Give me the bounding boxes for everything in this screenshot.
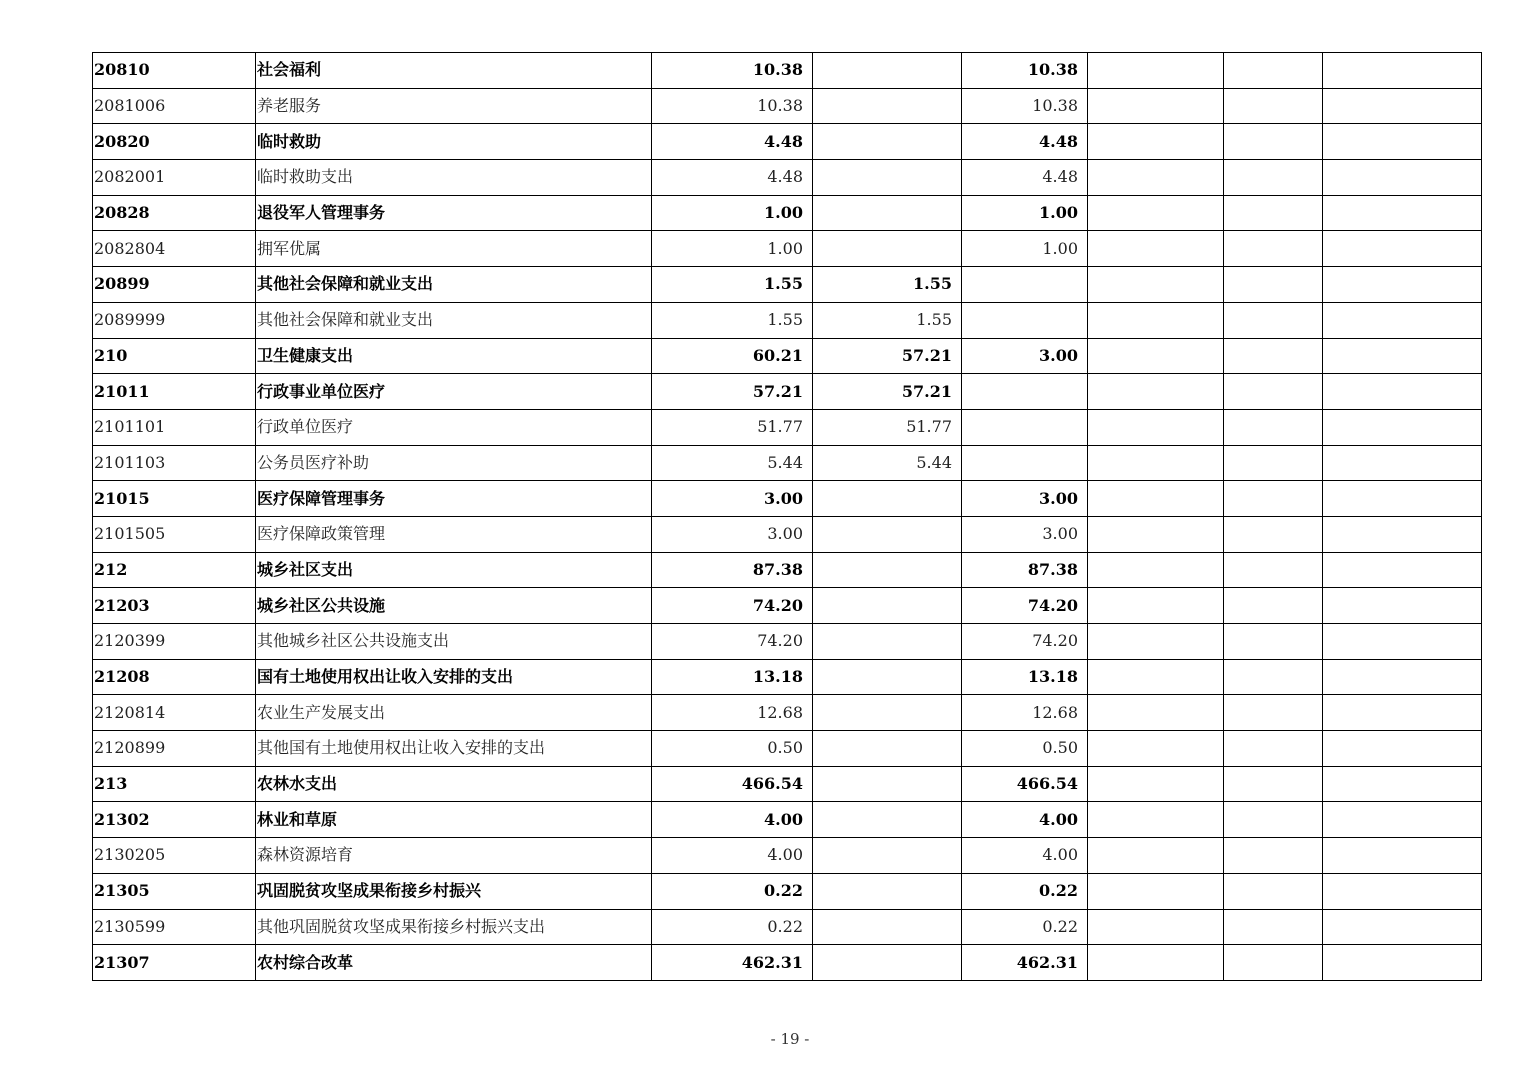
cell-name: 巩固脱贫攻坚成果衔接乡村振兴 [256, 873, 652, 909]
cell-col8 [1323, 481, 1482, 517]
cell-col7 [1224, 873, 1323, 909]
cell-col6 [1088, 53, 1224, 89]
cell-col7 [1224, 267, 1323, 303]
cell-project: 4.48 [962, 160, 1088, 196]
cell-col8 [1323, 267, 1482, 303]
cell-col6 [1088, 838, 1224, 874]
cell-col7 [1224, 53, 1323, 89]
cell-col7 [1224, 659, 1323, 695]
cell-col8 [1323, 88, 1482, 124]
cell-col7 [1224, 624, 1323, 660]
cell-project [962, 267, 1088, 303]
cell-col6 [1088, 338, 1224, 374]
cell-total: 57.21 [652, 374, 813, 410]
cell-col6 [1088, 160, 1224, 196]
cell-basic [813, 766, 962, 802]
cell-col6 [1088, 231, 1224, 267]
cell-col7 [1224, 231, 1323, 267]
cell-code: 2120399 [93, 624, 256, 660]
table-row [93, 88, 1482, 124]
cell-col7 [1224, 374, 1323, 410]
cell-name: 农业生产发展支出 [256, 695, 652, 731]
cell-basic [813, 160, 962, 196]
table-row [93, 945, 1482, 981]
cell-total: 10.38 [652, 88, 813, 124]
cell-basic [813, 909, 962, 945]
cell-name: 其他国有土地使用权出让收入安排的支出 [256, 731, 652, 767]
page-number: - 19 - [770, 1030, 810, 1048]
cell-code: 2120814 [93, 695, 256, 731]
cell-name: 社会福利 [256, 53, 652, 89]
cell-col7 [1224, 802, 1323, 838]
cell-col7 [1224, 195, 1323, 231]
cell-code: 2101505 [93, 516, 256, 552]
cell-col8 [1323, 445, 1482, 481]
table-row [93, 445, 1482, 481]
cell-code: 2101101 [93, 409, 256, 445]
cell-project: 4.00 [962, 802, 1088, 838]
cell-total: 51.77 [652, 409, 813, 445]
cell-code: 212 [93, 552, 256, 588]
cell-col7 [1224, 552, 1323, 588]
cell-basic: 1.55 [813, 302, 962, 338]
cell-col7 [1224, 160, 1323, 196]
cell-col6 [1088, 909, 1224, 945]
cell-total: 4.48 [652, 160, 813, 196]
cell-col7 [1224, 481, 1323, 517]
cell-code: 2130599 [93, 909, 256, 945]
table-row [93, 124, 1482, 160]
cell-total: 1.00 [652, 231, 813, 267]
cell-col6 [1088, 409, 1224, 445]
cell-name: 医疗保障管理事务 [256, 481, 652, 517]
cell-name: 医疗保障政策管理 [256, 516, 652, 552]
table-row [93, 195, 1482, 231]
cell-col6 [1088, 124, 1224, 160]
cell-col8 [1323, 909, 1482, 945]
cell-basic [813, 516, 962, 552]
cell-col6 [1088, 302, 1224, 338]
cell-col6 [1088, 624, 1224, 660]
cell-project: 3.00 [962, 338, 1088, 374]
cell-col6 [1088, 588, 1224, 624]
cell-col6 [1088, 88, 1224, 124]
cell-col8 [1323, 374, 1482, 410]
table-row [93, 695, 1482, 731]
cell-col6 [1088, 945, 1224, 981]
cell-col6 [1088, 516, 1224, 552]
table-body [93, 53, 1482, 981]
cell-name: 临时救助 [256, 124, 652, 160]
cell-code: 2082001 [93, 160, 256, 196]
cell-name: 行政事业单位医疗 [256, 374, 652, 410]
cell-col7 [1224, 909, 1323, 945]
table-row [93, 160, 1482, 196]
cell-col8 [1323, 838, 1482, 874]
cell-project: 1.00 [962, 195, 1088, 231]
cell-project: 10.38 [962, 88, 1088, 124]
cell-project: 3.00 [962, 516, 1088, 552]
cell-total: 10.38 [652, 53, 813, 89]
cell-col7 [1224, 838, 1323, 874]
cell-basic [813, 695, 962, 731]
table-row [93, 552, 1482, 588]
cell-name: 农林水支出 [256, 766, 652, 802]
cell-col6 [1088, 873, 1224, 909]
cell-col8 [1323, 53, 1482, 89]
cell-col8 [1323, 516, 1482, 552]
cell-basic: 57.21 [813, 374, 962, 410]
cell-project: 462.31 [962, 945, 1088, 981]
cell-name: 临时救助支出 [256, 160, 652, 196]
cell-code: 213 [93, 766, 256, 802]
cell-code: 2081006 [93, 88, 256, 124]
table-row [93, 802, 1482, 838]
cell-col7 [1224, 88, 1323, 124]
cell-col8 [1323, 231, 1482, 267]
cell-project: 74.20 [962, 588, 1088, 624]
cell-col8 [1323, 624, 1482, 660]
cell-basic: 1.55 [813, 267, 962, 303]
cell-col7 [1224, 445, 1323, 481]
cell-col7 [1224, 516, 1323, 552]
cell-basic [813, 731, 962, 767]
table-row [93, 338, 1482, 374]
cell-code: 21015 [93, 481, 256, 517]
cell-project: 466.54 [962, 766, 1088, 802]
cell-project: 12.68 [962, 695, 1088, 731]
cell-project: 1.00 [962, 231, 1088, 267]
cell-name: 公务员医疗补助 [256, 445, 652, 481]
table-row [93, 481, 1482, 517]
cell-col6 [1088, 731, 1224, 767]
cell-name: 国有土地使用权出让收入安排的支出 [256, 659, 652, 695]
cell-total: 3.00 [652, 516, 813, 552]
cell-basic [813, 945, 962, 981]
cell-name: 城乡社区公共设施 [256, 588, 652, 624]
cell-basic [813, 124, 962, 160]
cell-project [962, 445, 1088, 481]
cell-project [962, 374, 1088, 410]
cell-code: 20820 [93, 124, 256, 160]
cell-col6 [1088, 552, 1224, 588]
table-row [93, 873, 1482, 909]
cell-project: 74.20 [962, 624, 1088, 660]
cell-total: 0.22 [652, 909, 813, 945]
cell-total: 4.00 [652, 838, 813, 874]
cell-col8 [1323, 552, 1482, 588]
cell-code: 2101103 [93, 445, 256, 481]
cell-project: 10.38 [962, 53, 1088, 89]
cell-code: 21302 [93, 802, 256, 838]
cell-col8 [1323, 195, 1482, 231]
cell-basic [813, 659, 962, 695]
cell-total: 3.00 [652, 481, 813, 517]
cell-code: 20828 [93, 195, 256, 231]
cell-col6 [1088, 195, 1224, 231]
table-row [93, 838, 1482, 874]
cell-code: 20899 [93, 267, 256, 303]
cell-col6 [1088, 659, 1224, 695]
cell-col7 [1224, 302, 1323, 338]
cell-basic [813, 624, 962, 660]
cell-code: 2089999 [93, 302, 256, 338]
cell-col6 [1088, 481, 1224, 517]
cell-code: 21208 [93, 659, 256, 695]
cell-total: 1.55 [652, 267, 813, 303]
cell-project: 87.38 [962, 552, 1088, 588]
table-row [93, 374, 1482, 410]
table-row [93, 659, 1482, 695]
table-row [93, 731, 1482, 767]
cell-col8 [1323, 731, 1482, 767]
cell-project [962, 302, 1088, 338]
cell-col7 [1224, 766, 1323, 802]
cell-total: 74.20 [652, 624, 813, 660]
cell-col7 [1224, 731, 1323, 767]
cell-col7 [1224, 695, 1323, 731]
budget-table [92, 52, 1482, 981]
cell-code: 2130205 [93, 838, 256, 874]
cell-basic [813, 195, 962, 231]
cell-col8 [1323, 588, 1482, 624]
cell-name: 森林资源培育 [256, 838, 652, 874]
cell-basic [813, 231, 962, 267]
table-row [93, 766, 1482, 802]
cell-name: 其他城乡社区公共设施支出 [256, 624, 652, 660]
cell-col8 [1323, 659, 1482, 695]
table-row [93, 624, 1482, 660]
cell-total: 0.22 [652, 873, 813, 909]
cell-col8 [1323, 160, 1482, 196]
cell-col6 [1088, 267, 1224, 303]
cell-col7 [1224, 945, 1323, 981]
cell-name: 卫生健康支出 [256, 338, 652, 374]
cell-col8 [1323, 802, 1482, 838]
cell-col8 [1323, 302, 1482, 338]
cell-total: 4.00 [652, 802, 813, 838]
table-row [93, 588, 1482, 624]
cell-total: 87.38 [652, 552, 813, 588]
cell-total: 0.50 [652, 731, 813, 767]
cell-col6 [1088, 445, 1224, 481]
cell-name: 养老服务 [256, 88, 652, 124]
cell-code: 210 [93, 338, 256, 374]
cell-col7 [1224, 409, 1323, 445]
cell-col6 [1088, 374, 1224, 410]
cell-name: 其他巩固脱贫攻坚成果衔接乡村振兴支出 [256, 909, 652, 945]
cell-col7 [1224, 588, 1323, 624]
table-row [93, 302, 1482, 338]
cell-col8 [1323, 695, 1482, 731]
cell-project: 4.48 [962, 124, 1088, 160]
cell-project: 4.00 [962, 838, 1088, 874]
cell-project: 0.22 [962, 873, 1088, 909]
cell-total: 1.55 [652, 302, 813, 338]
cell-basic: 5.44 [813, 445, 962, 481]
cell-name: 农村综合改革 [256, 945, 652, 981]
cell-basic [813, 481, 962, 517]
cell-basic [813, 588, 962, 624]
cell-name: 拥军优属 [256, 231, 652, 267]
cell-col6 [1088, 695, 1224, 731]
cell-name: 其他社会保障和就业支出 [256, 267, 652, 303]
cell-name: 其他社会保障和就业支出 [256, 302, 652, 338]
cell-name: 林业和草原 [256, 802, 652, 838]
cell-basic [813, 802, 962, 838]
cell-col6 [1088, 766, 1224, 802]
cell-basic [813, 838, 962, 874]
cell-project [962, 409, 1088, 445]
cell-total: 4.48 [652, 124, 813, 160]
cell-col7 [1224, 124, 1323, 160]
cell-basic [813, 552, 962, 588]
cell-code: 2120899 [93, 731, 256, 767]
cell-col8 [1323, 945, 1482, 981]
table-row [93, 231, 1482, 267]
cell-name: 行政单位医疗 [256, 409, 652, 445]
cell-total: 5.44 [652, 445, 813, 481]
cell-code: 20810 [93, 53, 256, 89]
cell-basic [813, 873, 962, 909]
cell-code: 21307 [93, 945, 256, 981]
table-row [93, 53, 1482, 89]
cell-total: 462.31 [652, 945, 813, 981]
cell-col8 [1323, 873, 1482, 909]
cell-basic [813, 53, 962, 89]
table-row [93, 409, 1482, 445]
cell-total: 74.20 [652, 588, 813, 624]
cell-col8 [1323, 766, 1482, 802]
cell-total: 1.00 [652, 195, 813, 231]
cell-name: 退役军人管理事务 [256, 195, 652, 231]
cell-col8 [1323, 124, 1482, 160]
cell-project: 3.00 [962, 481, 1088, 517]
table-row [93, 267, 1482, 303]
cell-col7 [1224, 338, 1323, 374]
cell-name: 城乡社区支出 [256, 552, 652, 588]
cell-code: 21305 [93, 873, 256, 909]
cell-total: 466.54 [652, 766, 813, 802]
table-row [93, 516, 1482, 552]
cell-code: 21203 [93, 588, 256, 624]
cell-total: 13.18 [652, 659, 813, 695]
cell-col8 [1323, 409, 1482, 445]
cell-total: 60.21 [652, 338, 813, 374]
cell-basic [813, 88, 962, 124]
cell-project: 0.50 [962, 731, 1088, 767]
cell-code: 21011 [93, 374, 256, 410]
cell-code: 2082804 [93, 231, 256, 267]
cell-basic: 51.77 [813, 409, 962, 445]
cell-project: 13.18 [962, 659, 1088, 695]
table-row [93, 909, 1482, 945]
cell-project: 0.22 [962, 909, 1088, 945]
cell-col6 [1088, 802, 1224, 838]
cell-total: 12.68 [652, 695, 813, 731]
cell-col8 [1323, 338, 1482, 374]
cell-basic: 57.21 [813, 338, 962, 374]
